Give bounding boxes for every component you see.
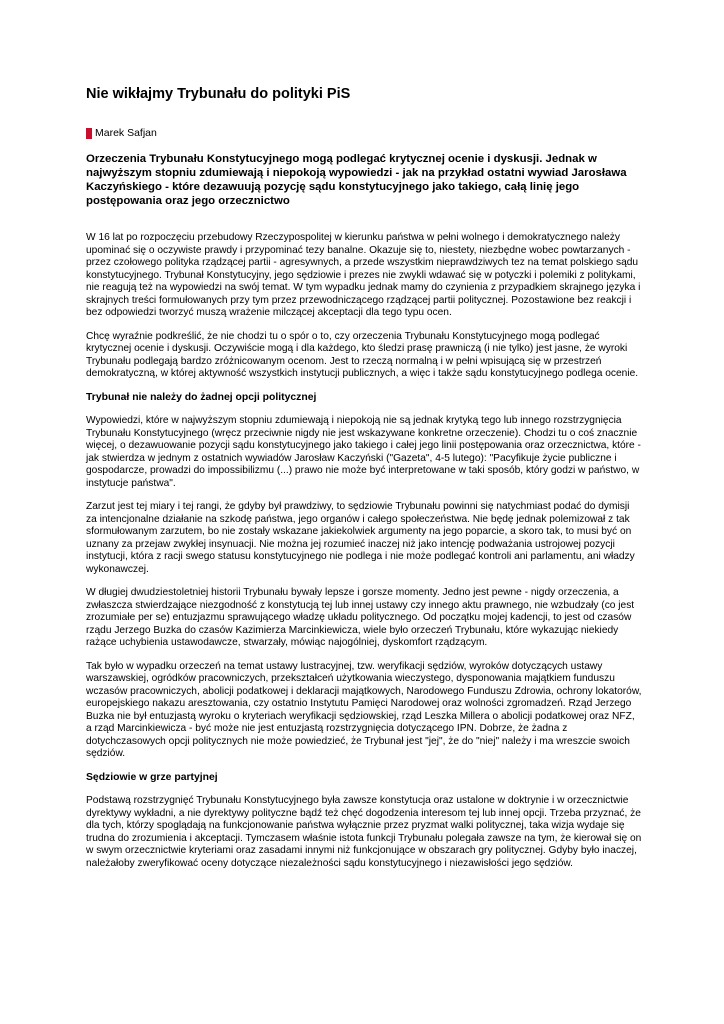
article-body <box>86 232 642 881</box>
author-line <box>86 127 157 139</box>
paragraph: Podstawą rozstrzygnięć Trybunału Konstytucyjnego była zawsze konstytucja oraz ustalone w doktrynie i w orzecznictwie dyrektywy wykładni, a nie dyrektywy polityczne bądź też chęć dogodzenia interesom tej lub innej opcji. Trzeba przyznać, że dla tych, którzy spoglądają na funkcjonowanie państwa wyłącznie przez pryzmat walki politycznej, taka wizja wydaje się trudna do zrozumienia i akceptacji. Tymczasem właśnie istota funkcji Trybunału polegała zawsze na tym, że kierował się on w swym orzecznictwie kryteriami oraz zasadami innymi niż funkcjonujące w obszarach gry politycznej. Gdyby było inaczej, należałoby zweryfikować oceny dotyczące niezależności sądu konstytucyjnego i niezawisłości jego sędziów. <box>86 795 642 869</box>
paragraph: Chcę wyraźnie podkreślić, że nie chodzi tu o spór o to, czy orzeczenia Trybunału Konstytucyjnego mogą podlegać krytycznej ocenie i dyskusji. Oczywiście mogą i dla każdego, kto śledzi prasę prawniczą (i nie tylko) jest jasne, że wyroki Trybunału podlegają bardzo zróżnicowanym ocenom. Jest to rzeczą normalną i w pełni wpisującą się w przestrzeń demokratyczną, w której aktywność wszystkich instytucji publicznych, a więc i także sądu konstytucyjnego podlega ocenie. <box>86 330 639 379</box>
paragraph: W długiej dwudziestoletniej historii Trybunału bywały lepsze i gorsze momenty. Jedno jest pewne - nigdy orzeczenia, a zwłaszcza stwierdzające niezgodność z konstytucją tej lub innej ustawy czy innego aktu prawnego, nie wzbudzały (co jest zrozumiałe per se) entuzjazmu sprawującego władzę układu politycznego. Od początku mojej kadencji, to jest od czasów rządu Jerzego Buzka do czasów Kazimierza Marcinkiewicza, wiele było orzeczeń Trybunału, które wykazując niekiedy rażące uchybienia ustawodawcze, stwarzały, mówiąc najogólniej, dyskomfort rządzącym. <box>86 587 635 648</box>
section-heading: Sędziowie w grze partyjnej <box>86 771 218 783</box>
section-heading: Trybunał nie należy do żadnej opcji politycznej <box>86 391 317 403</box>
article-lead: Orzeczenia Trybunału Konstytucyjnego mogą podlegać krytycznej ocenie i dyskusji. Jednak w najwyższym stopniu zdumiewają i niepokoją wypowiedzi - jak na przykład ostatni wywiad Jarosława Kaczyńskiego - które dezawuują pozycję sądu konstytucyjnego jako takiego, całą linię jego postępowania oraz jego orzecznictwo <box>86 153 627 207</box>
author-name: Marek Safjan <box>95 127 157 139</box>
paragraph: Tak było w wypadku orzeczeń na temat ustawy lustracyjnej, tzw. weryfikacji sędziów, wyroków dotyczących ustawy warszawskiej, ogródków pracowniczych, przekształceń użytkowania wieczystego, dysponowania majątkiem funduszu wczasów pracowniczych, abolicji podatkowej i deklaracji majątkowych, Narodowego Funduszu Zdrowia, ochrony lokatorów, europejskiego nakazu aresztowania, czy ostatnio Instytutu Pamięci Narodowej oraz wolności zgromadzeń. Rząd Jerzego Buzka nie był entuzjastą wyroku o kryteriach weryfikacji sędziowskiej, rząd Leszka Millera o abolicji podatkowej oraz NFZ, a rząd Marcinkiewicza - być może nie jest entuzjastą rozstrzygnięcia dotyczącego IPN. Dobrze, że żadna z dotychczasowych opcji politycznych nie może powiedzieć, że Trybunał jest "jej", że do "niej" należy i ma wreszcie swoich sędziów. <box>86 660 642 759</box>
article-title: Nie wikłajmy Trybunału do polityki PiS <box>86 86 351 102</box>
paragraph: W 16 lat po rozpoczęciu przebudowy Rzeczypospolitej w kierunku państwa w pełni wolnego i demokratycznego należy upominać się o oczywiste prawdy i przypominać tezy banalne. Okazuje się to, niestety, niezbędne wobec powtarzanych - przez czołowego polityka rządzącej partii - agresywnych, a przede wszystkim nieprawdziwych tez na temat polskiego sądu konstytucyjnego. Trybunał Konstytucyjny, jego sędziowie i prezes nie zwykli wdawać się w potyczki i polemiki z politykami, nie reagują też na wypowiedzi na swój temat. W tym wypadku jednak mamy do czynienia z przypadkiem skrajnego języka i skrajnych treści formułowanych przy tym przez przewodniczącego rządzącej partii politycznej. Pozostawione bez reakcji i bez odpowiedzi tworzyć muszą wrażenie milczącej akceptacji dla tego typu ocen. <box>86 232 641 318</box>
paragraph: Zarzut jest tej miary i tej rangi, że gdyby był prawdziwy, to sędziowie Trybunału powinni się natychmiast podać do dymisji za intencjonalne działanie na szkodę państwa, jego organów i całego społeczeństwa. Nie będę jednak polemizował z tak sformułowanym zarzutem, bo nie zostały wskazane jakiekolwiek argumenty na jego poparcie, a skoro tak, to musi być on uznany za przejaw zwykłej insynuacji. Nie można jej rozumieć inaczej niż jako intencję podważania ustrojowej pozycji instytucji, która z racji swego statusu konstytucyjnego nie podlega i nie może podlegać kontroli ani parlamentu, ani władzy wykonawczej. <box>86 501 635 575</box>
paragraph: Wypowiedzi, które w najwyższym stopniu zdumiewają i niepokoją nie są jednak krytyką tego lub innego rozstrzygnięcia Trybunału Konstytucyjnego (wręcz przeciwnie nigdy nie jest wskazywane konkretne orzeczenie). Chodzi tu o coś znacznie więcej, o dezawuowanie pozycji sądu konstytucyjnego jako takiego i całej jego linii postępowania oraz orzecznictwa, które - jak stwierdza w jednym z ostatnich wywiadów Jarosław Kaczyński ("Gazeta", 4-5 lutego): "Pacyfikuje życie publiczne i gospodarcze, prowadzi do impossibilizmu (...) prawo nie może być interpretowane w taki sposób, który godzi w państwo, w instytucje państwa". <box>86 415 641 489</box>
author-marker-icon <box>86 128 92 139</box>
